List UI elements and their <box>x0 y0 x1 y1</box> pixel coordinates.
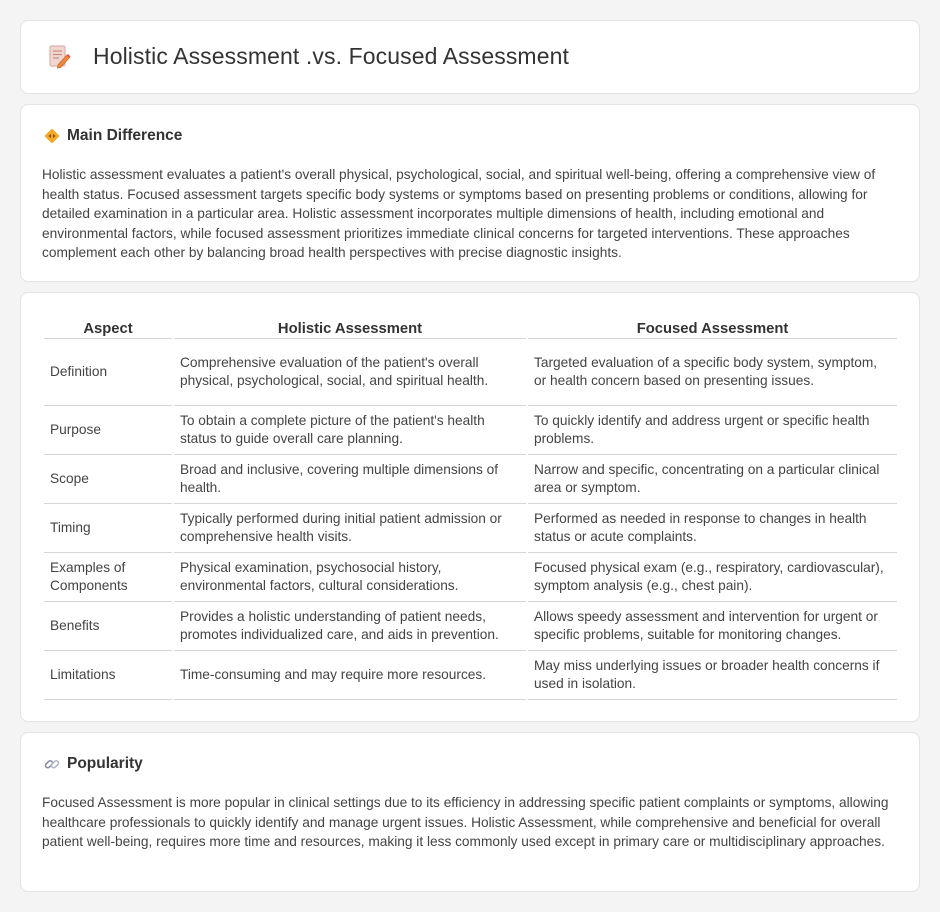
table-header-row <box>44 315 897 339</box>
cell-aspect: Definition <box>44 339 172 406</box>
main-difference-text: Holistic assessment evaluates a patient's overall physical, psychological, social, and spiritual well-being, offering a comprehensive view of health status. Focused assessment targets specific body systems or symptoms based on presenting problems or conditions, allowing for detailed examination in a particular area. Holistic assessment incorporates multiple dimensions of health, including emotional and environmental factors, while focused assessment prioritizes immediate clinical concerns for targeted interventions. These approaches complement each other by balancing broad health perspectives with precise diagnostic insights. <box>42 167 876 261</box>
cell-aspect: Scope <box>44 455 172 504</box>
table-row <box>44 553 897 602</box>
main-difference-title: Main Difference <box>67 127 183 144</box>
cell-aspect: Limitations <box>44 651 172 700</box>
popularity-text: Focused Assessment is more popular in clinical settings due to its efficiency in addressing specific patient complaints or symptoms, allowing healthcare professionals to quickly identify and manage urgent issues. Holistic Assessment, while comprehensive and beneficial for overall patient well-being, requires more time and resources, making it less commonly used except in primary care or multidisciplinary approaches. <box>42 795 889 850</box>
cell-focused: Targeted evaluation of a specific body system, symptom, or health concern based on presenting issues. <box>528 339 897 406</box>
cell-aspect: Examples of Components <box>44 553 172 602</box>
cell-focused: Focused physical exam (e.g., respiratory, cardiovascular), symptom analysis (e.g., chest pain). <box>528 553 897 602</box>
cell-aspect: Timing <box>44 504 172 553</box>
cell-aspect: Benefits <box>44 602 172 651</box>
cell-holistic: Typically performed during initial patient admission or comprehensive health visits. <box>174 504 526 553</box>
cell-focused: To quickly identify and address urgent or specific health problems. <box>528 406 897 455</box>
cell-holistic: Provides a holistic understanding of patient needs, promotes individualized care, and aids in prevention. <box>174 602 526 651</box>
comparison-table <box>42 315 899 700</box>
header-aspect: Aspect <box>44 315 172 339</box>
popularity-header <box>43 755 143 773</box>
main-difference-header <box>43 127 182 145</box>
diamond-compare-icon <box>43 127 61 145</box>
title-card <box>20 20 920 94</box>
header-focused: Focused Assessment <box>528 315 897 339</box>
cell-holistic: Comprehensive evaluation of the patient's overall physical, psychological, social, and spiritual health. <box>174 339 526 406</box>
popularity-card <box>20 732 920 892</box>
page-title: Holistic Assessment .vs. Focused Assessment <box>93 43 569 69</box>
cell-holistic: Broad and inclusive, covering multiple dimensions of health. <box>174 455 526 504</box>
table-row <box>44 602 897 651</box>
title-row <box>47 43 569 70</box>
table-row <box>44 651 897 700</box>
document-pen-icon <box>47 44 71 70</box>
cell-holistic: Time-consuming and may require more resources. <box>174 651 526 700</box>
main-difference-card <box>20 104 920 282</box>
cell-aspect: Purpose <box>44 406 172 455</box>
header-holistic: Holistic Assessment <box>174 315 526 339</box>
table-row <box>44 455 897 504</box>
table-row <box>44 504 897 553</box>
cell-focused: Narrow and specific, concentrating on a particular clinical area or symptom. <box>528 455 897 504</box>
cell-focused: Performed as needed in response to changes in health status or acute complaints. <box>528 504 897 553</box>
comparison-card <box>20 292 920 722</box>
cell-holistic: Physical examination, psychosocial history, environmental factors, cultural considerations. <box>174 553 526 602</box>
table-row <box>44 406 897 455</box>
cell-holistic: To obtain a complete picture of the patient's health status to guide overall care planning. <box>174 406 526 455</box>
cell-focused: Allows speedy assessment and intervention for urgent or specific problems, suitable for monitoring changes. <box>528 602 897 651</box>
popularity-title: Popularity <box>67 755 143 772</box>
table-row <box>44 339 897 406</box>
link-icon <box>43 755 61 773</box>
cell-focused: May miss underlying issues or broader health concerns if used in isolation. <box>528 651 897 700</box>
